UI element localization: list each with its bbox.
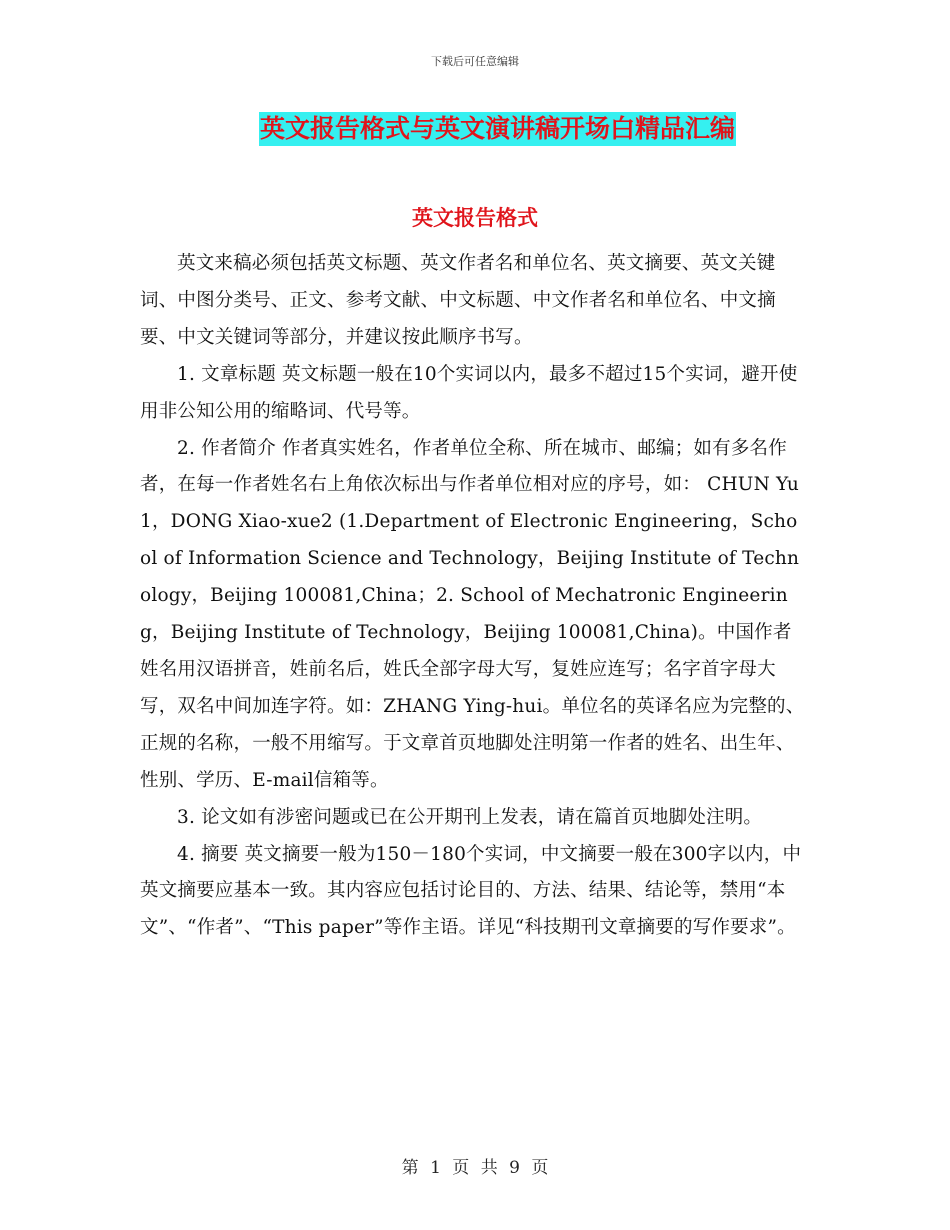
- paragraph-abstract: 4. 摘要 英文摘要一般为150－180个实词，中文摘要一般在300字以内，中英文摘要应基本一致。其内容应包括讨论目的、方法、结果、结论等，禁用“本文”、“作者”、“This paper”等作主语。详见“科技期刊文章摘要的写作要求”。: [140, 843, 802, 939]
- paragraph-article-title: 1. 文章标题 英文标题一般在10个实词以内，最多不超过15个实词，避开使用非公知公用的缩略词、代号等。: [140, 363, 798, 422]
- paragraph-author-info: 2. 作者简介 作者真实姓名，作者单位全称、所在城市、邮编；如有多名作者，在每一作者姓名右上角依次标出与作者单位相对应的序号，如： CHUN Yu 1，DONG Xiao-xue2 (1.Department of Electronic Engineering，School of Information Science and Technology，Beijing Institute of Technology，Beijing 100081,China；2. School of Mechatronic Engineering，Beijing Institute of Technology，Beijing 100081,China)。中国作者姓名用汉语拼音，姓前名后，姓氏全部字母大写，复姓应连写；名字首字母大写，双名中间加连字符。如：ZHANG Ying-hui。单位名的英译名应为完整的、正规的名称，一般不用缩写。于文章首页地脚处注明第一作者的姓名、出生年、性别、学历、E-mail信箱等。: [140, 437, 805, 791]
- document-title-container: [0, 112, 950, 146]
- paragraph-confidentiality: 3. 论文如有涉密问题或已在公开期刊上发表，请在篇首页地脚处注明。: [177, 806, 763, 828]
- document-title: 英文报告格式与英文演讲稿开场白精品汇编: [259, 112, 736, 146]
- document-body: [140, 246, 808, 947]
- header-note: 下载后可任意编辑: [431, 55, 519, 68]
- paragraph-intro: 英文来稿必须包括英文标题、英文作者名和单位名、英文摘要、英文关键词、中图分类号、正文、参考文献、中文标题、中文作者名和单位名、中文摘要、中文关键词等部分，并建议按此顺序书写。: [140, 253, 776, 348]
- section-title: 英文报告格式: [412, 206, 538, 230]
- page-number-footer: 第 1 页 共 9 页: [401, 1158, 549, 1178]
